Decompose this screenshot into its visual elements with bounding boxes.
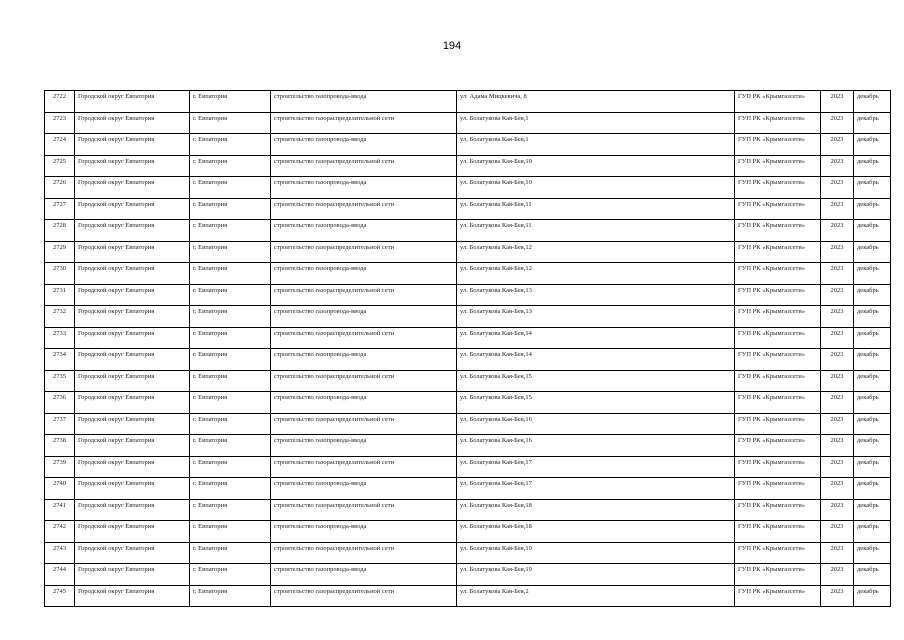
month-cell: декабрь (854, 435, 891, 457)
row-number-cell: 2729 (45, 241, 75, 263)
work-type-cell: строительство газораспределительной сети (271, 155, 457, 177)
city-cell: г. Евпатория (190, 263, 271, 285)
month-cell: декабрь (854, 392, 891, 414)
month-cell: декабрь (854, 177, 891, 199)
city-cell: г. Евпатория (190, 177, 271, 199)
district-cell: Городской округ Евпатория (75, 134, 190, 156)
organization-cell: ГУП РК «Крымгазсети» (735, 112, 821, 134)
row-number-cell: 2730 (45, 263, 75, 285)
year-cell: 2023 (821, 155, 854, 177)
row-number-cell: 2724 (45, 134, 75, 156)
month-cell: декабрь (854, 499, 891, 521)
organization-cell: ГУП РК «Крымгазсети» (735, 542, 821, 564)
month-cell: декабрь (854, 521, 891, 543)
city-cell: г. Евпатория (190, 112, 271, 134)
city-cell: г. Евпатория (190, 478, 271, 500)
row-number-cell: 2735 (45, 370, 75, 392)
work-type-cell: строительство газопровода-ввода (271, 564, 457, 586)
month-cell: декабрь (854, 112, 891, 134)
city-cell: г. Евпатория (190, 284, 271, 306)
year-cell: 2023 (821, 478, 854, 500)
address-cell: ул. Болатукова Кая-Бея,19 (457, 542, 735, 564)
district-cell: Городской округ Евпатория (75, 564, 190, 586)
address-cell: ул. Болатукова Кая-Бея,13 (457, 284, 735, 306)
month-cell: декабрь (854, 327, 891, 349)
district-cell: Городской округ Евпатория (75, 478, 190, 500)
work-type-cell: строительство газопровода-ввода (271, 521, 457, 543)
month-cell: декабрь (854, 413, 891, 435)
city-cell: г. Евпатория (190, 155, 271, 177)
year-cell: 2023 (821, 306, 854, 328)
city-cell: г. Евпатория (190, 220, 271, 242)
organization-cell: ГУП РК «Крымгазсети» (735, 198, 821, 220)
organization-cell: ГУП РК «Крымгазсети» (735, 521, 821, 543)
year-cell: 2023 (821, 327, 854, 349)
city-cell: г. Евпатория (190, 134, 271, 156)
district-cell: Городской округ Евпатория (75, 499, 190, 521)
address-cell: ул. Болатукова Кая-Бея,15 (457, 370, 735, 392)
table-row (45, 112, 891, 134)
work-type-cell: строительство газопровода-ввода (271, 349, 457, 371)
address-cell: ул. Болатукова Кая-Бея,18 (457, 499, 735, 521)
table-row (45, 155, 891, 177)
row-number-cell: 2732 (45, 306, 75, 328)
city-cell: г. Евпатория (190, 91, 271, 113)
table-row (45, 327, 891, 349)
district-cell: Городской округ Евпатория (75, 241, 190, 263)
organization-cell: ГУП РК «Крымгазсети» (735, 134, 821, 156)
organization-cell: ГУП РК «Крымгазсети» (735, 155, 821, 177)
address-cell: ул. Болатукова Кая-Бея,19 (457, 564, 735, 586)
district-cell: Городской округ Евпатория (75, 542, 190, 564)
table-row (45, 521, 891, 543)
address-cell: ул. Болатукова Кая-Бея,15 (457, 392, 735, 414)
city-cell: г. Евпатория (190, 349, 271, 371)
work-type-cell: строительство газопровода-ввода (271, 435, 457, 457)
month-cell: декабрь (854, 456, 891, 478)
table-row (45, 284, 891, 306)
row-number-cell: 2727 (45, 198, 75, 220)
district-cell: Городской округ Евпатория (75, 349, 190, 371)
district-cell: Городской округ Евпатория (75, 177, 190, 199)
year-cell: 2023 (821, 91, 854, 113)
year-cell: 2023 (821, 284, 854, 306)
table-row (45, 91, 891, 113)
organization-cell: ГУП РК «Крымгазсети» (735, 91, 821, 113)
row-number-cell: 2734 (45, 349, 75, 371)
row-number-cell: 2738 (45, 435, 75, 457)
work-type-cell: строительство газопровода-ввода (271, 177, 457, 199)
district-cell: Городской округ Евпатория (75, 263, 190, 285)
address-cell: ул. Болатукова Кая-Бея,10 (457, 155, 735, 177)
month-cell: декабрь (854, 241, 891, 263)
work-type-cell: строительство газораспределительной сети (271, 542, 457, 564)
table-row (45, 478, 891, 500)
district-cell: Городской округ Евпатория (75, 91, 190, 113)
organization-cell: ГУП РК «Крымгазсети» (735, 284, 821, 306)
address-cell: ул. Болатукова Кая-Бея,10 (457, 177, 735, 199)
work-type-cell: строительство газопровода-ввода (271, 478, 457, 500)
registry-table-body (45, 91, 891, 607)
table-row (45, 220, 891, 242)
table-row (45, 349, 891, 371)
organization-cell: ГУП РК «Крымгазсети» (735, 456, 821, 478)
work-type-cell: строительство газораспределительной сети (271, 112, 457, 134)
month-cell: декабрь (854, 370, 891, 392)
year-cell: 2023 (821, 198, 854, 220)
city-cell: г. Евпатория (190, 435, 271, 457)
address-cell: ул. Болатукова Кая-Бея,11 (457, 220, 735, 242)
year-cell: 2023 (821, 134, 854, 156)
district-cell: Городской округ Евпатория (75, 220, 190, 242)
district-cell: Городской округ Евпатория (75, 413, 190, 435)
address-cell: ул. Болатукова Кая-Бея,13 (457, 306, 735, 328)
district-cell: Городской округ Евпатория (75, 456, 190, 478)
organization-cell: ГУП РК «Крымгазсети» (735, 435, 821, 457)
row-number-cell: 2737 (45, 413, 75, 435)
address-cell: ул. Болатукова Кая-Бея,2 (457, 585, 735, 607)
district-cell: Городской округ Евпатория (75, 284, 190, 306)
work-type-cell: строительство газораспределительной сети (271, 413, 457, 435)
city-cell: г. Евпатория (190, 306, 271, 328)
city-cell: г. Евпатория (190, 564, 271, 586)
row-number-cell: 2726 (45, 177, 75, 199)
work-type-cell: строительство газораспределительной сети (271, 585, 457, 607)
city-cell: г. Евпатория (190, 456, 271, 478)
district-cell: Городской округ Евпатория (75, 306, 190, 328)
work-type-cell: строительство газопровода-ввода (271, 91, 457, 113)
year-cell: 2023 (821, 263, 854, 285)
city-cell: г. Евпатория (190, 542, 271, 564)
registry-table (44, 90, 891, 607)
organization-cell: ГУП РК «Крымгазсети» (735, 392, 821, 414)
table-row (45, 392, 891, 414)
row-number-cell: 2742 (45, 521, 75, 543)
address-cell: ул. Болатукова Кая-Бея,1 (457, 134, 735, 156)
address-cell: ул. Болатукова Кая-Бея,11 (457, 198, 735, 220)
organization-cell: ГУП РК «Крымгазсети» (735, 564, 821, 586)
address-cell: ул. Болатукова Кая-Бея,18 (457, 521, 735, 543)
work-type-cell: строительство газораспределительной сети (271, 327, 457, 349)
table-row (45, 134, 891, 156)
table-row (45, 263, 891, 285)
year-cell: 2023 (821, 521, 854, 543)
district-cell: Городской округ Евпатория (75, 585, 190, 607)
table-row (45, 564, 891, 586)
address-cell: ул. Болатукова Кая-Бея,16 (457, 413, 735, 435)
row-number-cell: 2723 (45, 112, 75, 134)
organization-cell: ГУП РК «Крымгазсети» (735, 478, 821, 500)
work-type-cell: строительство газопровода-ввода (271, 220, 457, 242)
month-cell: декабрь (854, 585, 891, 607)
organization-cell: ГУП РК «Крымгазсети» (735, 241, 821, 263)
table-row (45, 241, 891, 263)
district-cell: Городской округ Евпатория (75, 392, 190, 414)
address-cell: ул. Болатукова Кая-Бея,17 (457, 456, 735, 478)
address-cell: ул. Болатукова Кая-Бея,16 (457, 435, 735, 457)
table-row (45, 177, 891, 199)
table-row (45, 542, 891, 564)
month-cell: декабрь (854, 155, 891, 177)
year-cell: 2023 (821, 241, 854, 263)
month-cell: декабрь (854, 134, 891, 156)
work-type-cell: строительство газораспределительной сети (271, 456, 457, 478)
row-number-cell: 2725 (45, 155, 75, 177)
district-cell: Городской округ Евпатория (75, 370, 190, 392)
organization-cell: ГУП РК «Крымгазсети» (735, 177, 821, 199)
work-type-cell: строительство газораспределительной сети (271, 499, 457, 521)
city-cell: г. Евпатория (190, 198, 271, 220)
month-cell: декабрь (854, 542, 891, 564)
work-type-cell: строительство газопровода-ввода (271, 134, 457, 156)
month-cell: декабрь (854, 91, 891, 113)
year-cell: 2023 (821, 177, 854, 199)
row-number-cell: 2744 (45, 564, 75, 586)
row-number-cell: 2740 (45, 478, 75, 500)
row-number-cell: 2736 (45, 392, 75, 414)
year-cell: 2023 (821, 392, 854, 414)
district-cell: Городской округ Евпатория (75, 435, 190, 457)
month-cell: декабрь (854, 306, 891, 328)
row-number-cell: 2743 (45, 542, 75, 564)
address-cell: ул. Болатукова Кая-Бея,12 (457, 263, 735, 285)
year-cell: 2023 (821, 564, 854, 586)
year-cell: 2023 (821, 413, 854, 435)
row-number-cell: 2722 (45, 91, 75, 113)
organization-cell: ГУП РК «Крымгазсети» (735, 306, 821, 328)
year-cell: 2023 (821, 542, 854, 564)
table-row (45, 413, 891, 435)
address-cell: ул. Адама Мицкевича, 8 (457, 91, 735, 113)
work-type-cell: строительство газопровода-ввода (271, 306, 457, 328)
organization-cell: ГУП РК «Крымгазсети» (735, 220, 821, 242)
address-cell: ул. Болатукова Кая-Бея,17 (457, 478, 735, 500)
month-cell: декабрь (854, 198, 891, 220)
organization-cell: ГУП РК «Крымгазсети» (735, 327, 821, 349)
year-cell: 2023 (821, 370, 854, 392)
year-cell: 2023 (821, 585, 854, 607)
city-cell: г. Евпатория (190, 585, 271, 607)
district-cell: Городской округ Евпатория (75, 112, 190, 134)
district-cell: Городской округ Евпатория (75, 327, 190, 349)
work-type-cell: строительство газораспределительной сети (271, 370, 457, 392)
city-cell: г. Евпатория (190, 241, 271, 263)
row-number-cell: 2731 (45, 284, 75, 306)
year-cell: 2023 (821, 435, 854, 457)
district-cell: Городской округ Евпатория (75, 155, 190, 177)
city-cell: г. Евпатория (190, 327, 271, 349)
table-row (45, 456, 891, 478)
work-type-cell: строительство газораспределительной сети (271, 284, 457, 306)
address-cell: ул. Болатукова Кая-Бея,12 (457, 241, 735, 263)
year-cell: 2023 (821, 220, 854, 242)
organization-cell: ГУП РК «Крымгазсети» (735, 585, 821, 607)
row-number-cell: 2728 (45, 220, 75, 242)
row-number-cell: 2745 (45, 585, 75, 607)
district-cell: Городской округ Евпатория (75, 521, 190, 543)
work-type-cell: строительство газораспределительной сети (271, 241, 457, 263)
table-row (45, 435, 891, 457)
address-cell: ул. Болатукова Кая-Бея,14 (457, 327, 735, 349)
work-type-cell: строительство газораспределительной сети (271, 198, 457, 220)
address-cell: ул. Болатукова Кая-Бея,1 (457, 112, 735, 134)
month-cell: декабрь (854, 349, 891, 371)
row-number-cell: 2741 (45, 499, 75, 521)
year-cell: 2023 (821, 349, 854, 371)
city-cell: г. Евпатория (190, 499, 271, 521)
table-row (45, 306, 891, 328)
month-cell: декабрь (854, 478, 891, 500)
table-row (45, 585, 891, 607)
district-cell: Городской округ Евпатория (75, 198, 190, 220)
month-cell: декабрь (854, 564, 891, 586)
table-row (45, 198, 891, 220)
row-number-cell: 2739 (45, 456, 75, 478)
city-cell: г. Евпатория (190, 413, 271, 435)
table-row (45, 499, 891, 521)
month-cell: декабрь (854, 220, 891, 242)
work-type-cell: строительство газопровода-ввода (271, 392, 457, 414)
month-cell: декабрь (854, 284, 891, 306)
organization-cell: ГУП РК «Крымгазсети» (735, 263, 821, 285)
city-cell: г. Евпатория (190, 392, 271, 414)
year-cell: 2023 (821, 499, 854, 521)
month-cell: декабрь (854, 263, 891, 285)
address-cell: ул. Болатукова Кая-Бея,14 (457, 349, 735, 371)
organization-cell: ГУП РК «Крымгазсети» (735, 413, 821, 435)
year-cell: 2023 (821, 112, 854, 134)
organization-cell: ГУП РК «Крымгазсети» (735, 499, 821, 521)
organization-cell: ГУП РК «Крымгазсети» (735, 370, 821, 392)
city-cell: г. Евпатория (190, 370, 271, 392)
city-cell: г. Евпатория (190, 521, 271, 543)
organization-cell: ГУП РК «Крымгазсети» (735, 349, 821, 371)
row-number-cell: 2733 (45, 327, 75, 349)
year-cell: 2023 (821, 456, 854, 478)
page-number: 194 (442, 40, 462, 52)
work-type-cell: строительство газопровода-ввода (271, 263, 457, 285)
table-row (45, 370, 891, 392)
